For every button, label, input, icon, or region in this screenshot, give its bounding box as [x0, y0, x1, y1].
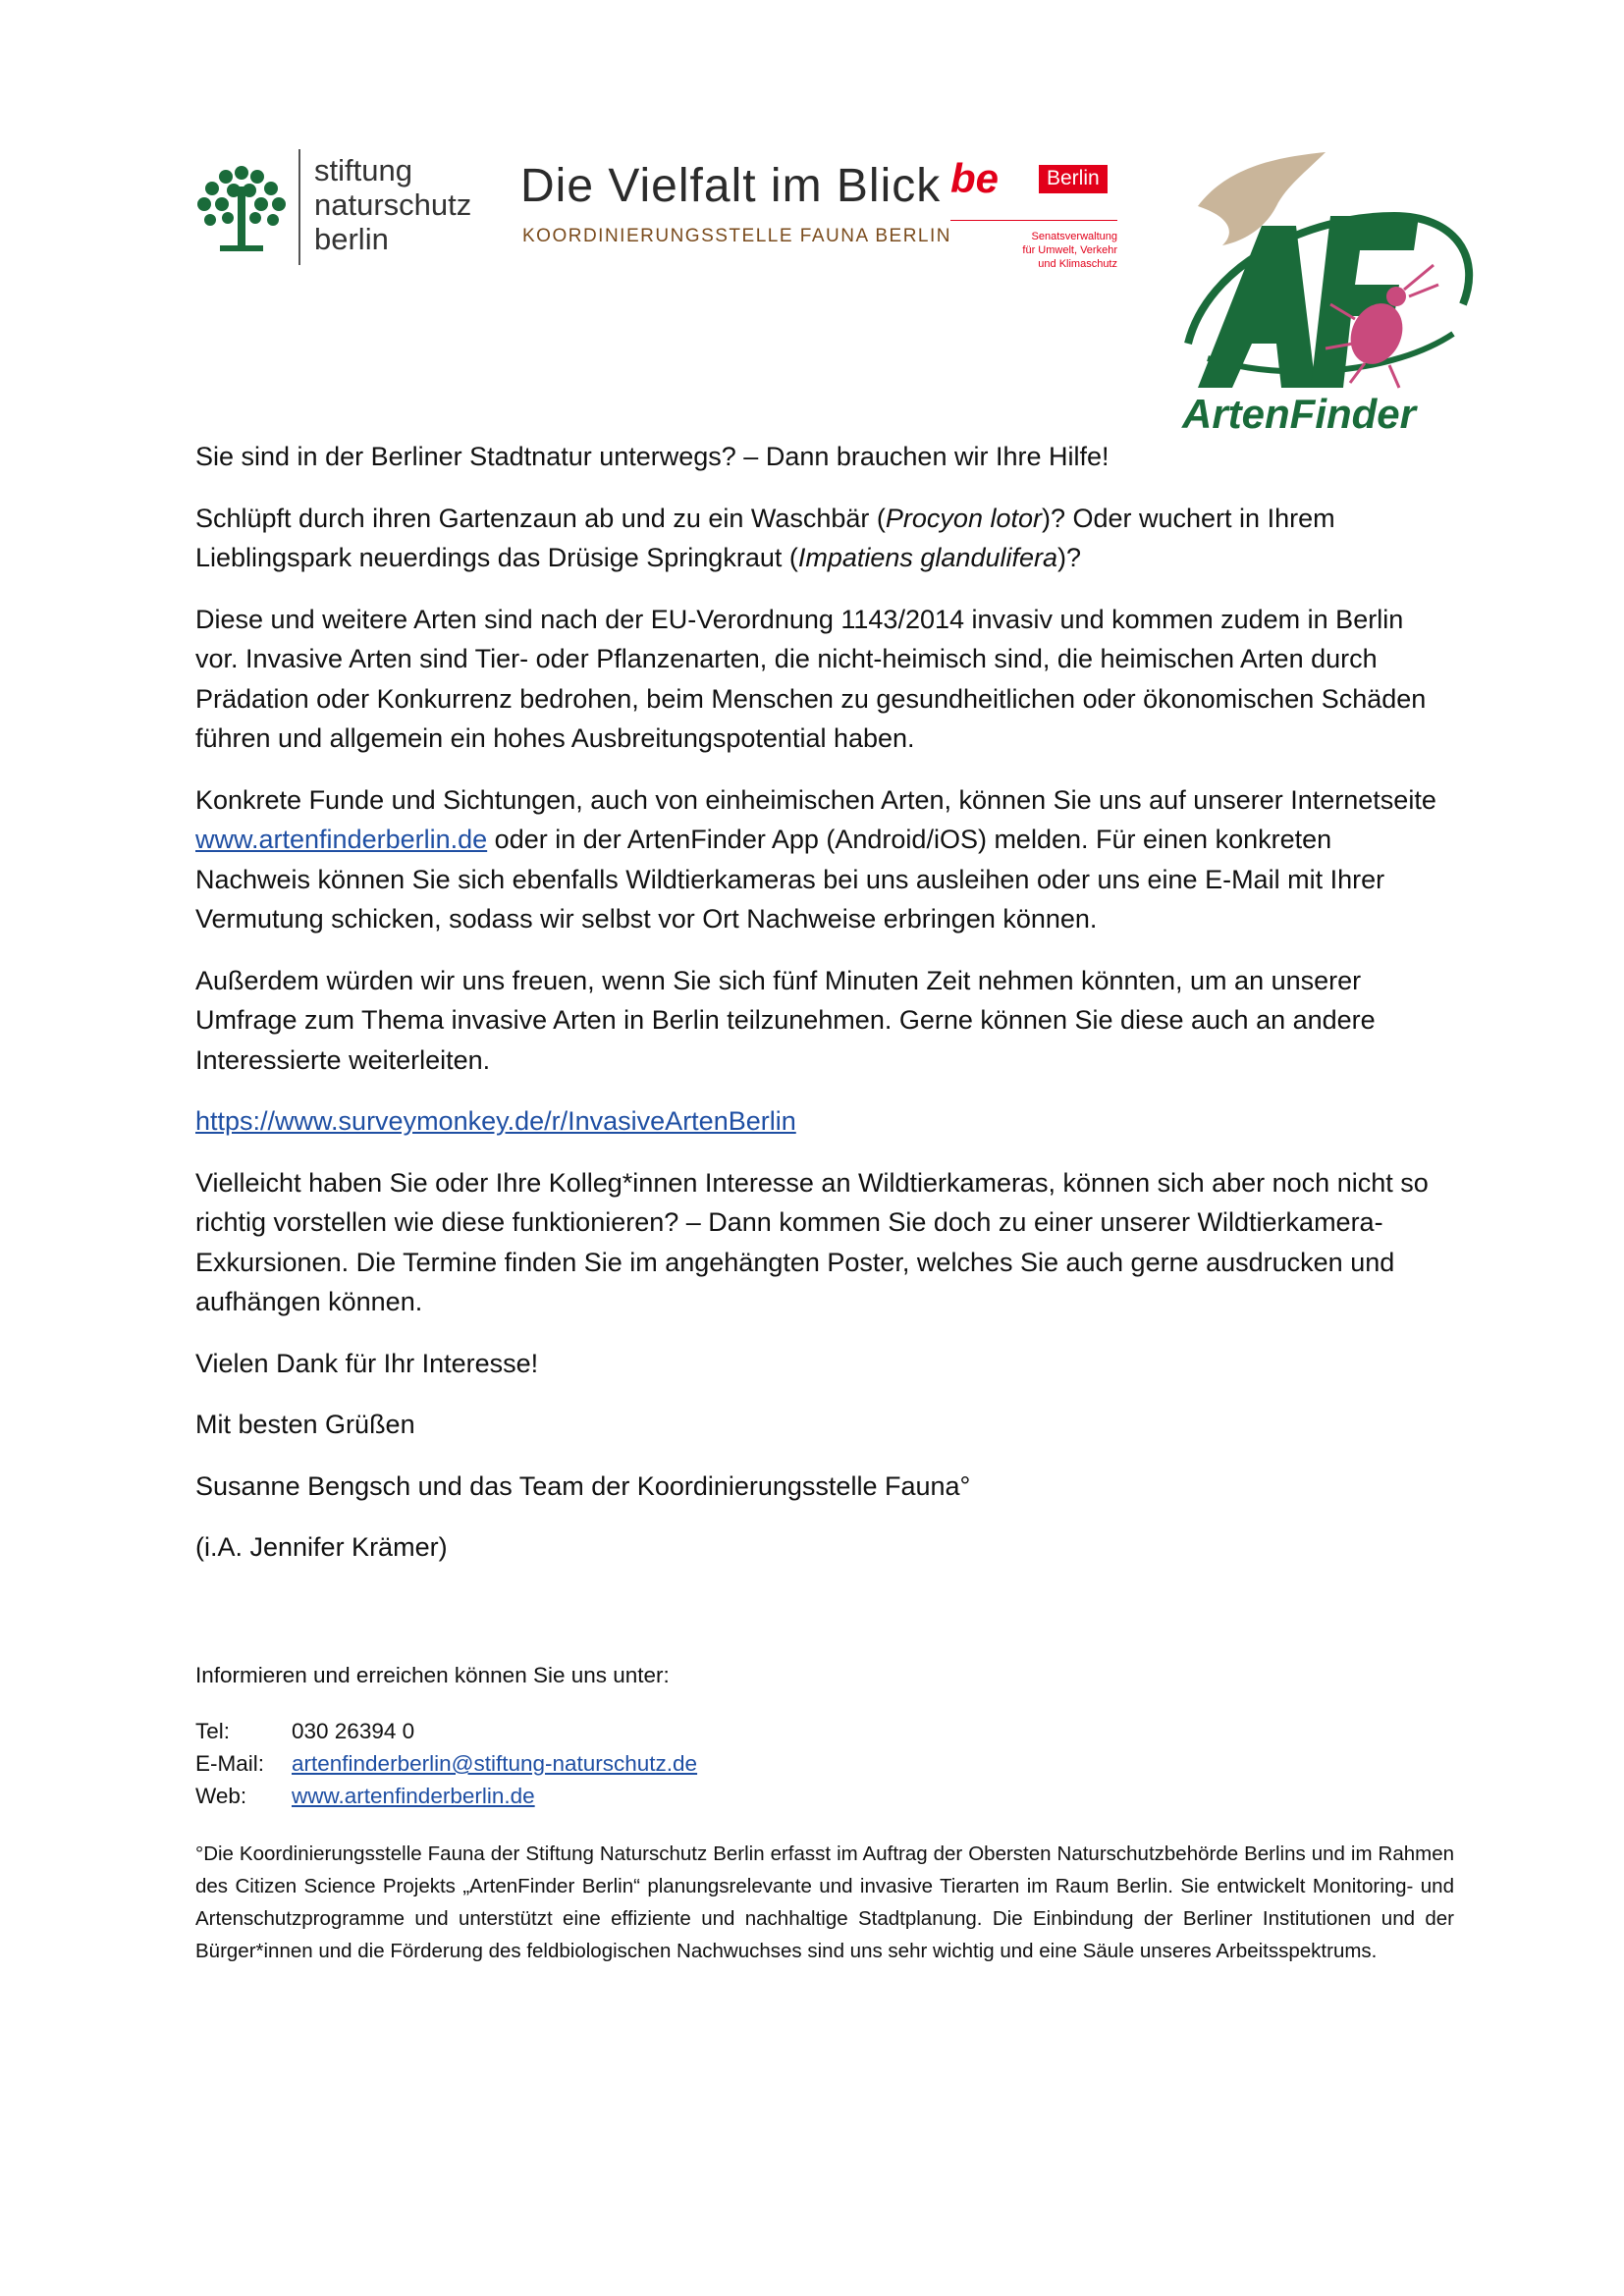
paragraph	[195, 499, 1452, 578]
email-link[interactable]: artenfinderberlin@stiftung-naturschutz.de	[292, 1751, 698, 1776]
paragraph: Außerdem würden wir uns freuen, wenn Sie sich fünf Minuten Zeit nehmen könnten, um an unserer Umfrage zum Thema invasive Arten in Berlin teilzunehmen. Gerne können Sie diese auch an andere Interessierte weiterleiten.	[195, 965, 1376, 1075]
logo-artenfinder	[1168, 147, 1483, 442]
divider	[950, 220, 1117, 221]
wordmark-line: naturschutz	[314, 187, 472, 222]
berlin-tag: Berlin	[1039, 165, 1108, 193]
logo-vielfalt-im-blick	[520, 147, 951, 255]
small-line: und Klimaschutz	[1038, 258, 1117, 270]
vielfalt-subtitle: KOORDINIERUNGSSTELLE FAUNA BERLIN	[522, 226, 951, 246]
senatsverwaltung-text	[1022, 230, 1117, 271]
contact-block	[195, 1659, 1452, 1812]
contact-row-web	[195, 1780, 1452, 1812]
contact-row-email	[195, 1747, 1452, 1780]
artenfinder-website-link[interactable]: www.artenfinderberlin.de	[195, 825, 488, 854]
artenfinder-wordmark: ArtenFinder	[1182, 391, 1417, 437]
species-name: Impatiens glandulifera	[797, 543, 1058, 572]
contact-intro: Informieren und erreichen können Sie uns unter:	[195, 1663, 670, 1687]
web-label: Web:	[195, 1784, 247, 1808]
tel-label: Tel:	[195, 1719, 231, 1743]
text-span: oder in der ArtenFinder App (Android/iOS) melden. Für einen konkreten Nachweis können Sie sich ebenfalls Wildtierkameras bei uns ausleihen oder uns eine E-Mail mit Ihrer Vermutung schicken, sodass wir selbst vor Ort Nachweise erbringen können.	[195, 825, 1385, 934]
email-label: E-Mail:	[195, 1751, 265, 1776]
paragraph: Mit besten Grüßen	[195, 1410, 415, 1439]
wordmark-line: berlin	[314, 222, 389, 256]
wordmark-line: stiftung	[314, 153, 412, 187]
survey-link[interactable]: https://www.surveymonkey.de/r/InvasiveArtenBerlin	[195, 1106, 796, 1136]
small-line: Senatsverwaltung	[1031, 231, 1117, 242]
contact-row-tel	[195, 1715, 1452, 1747]
small-line: für Umwelt, Verkehr	[1022, 244, 1117, 256]
web-link[interactable]: www.artenfinderberlin.de	[292, 1784, 535, 1808]
footnote: °Die Koordinierungsstelle Fauna der Stiftung Naturschutz Berlin erfasst im Auftrag der Obersten Naturschutzbehörde Berlins und im Rahmen des Citizen Science Projekts „ArtenFinder Berlin“ planungsrelevante und invasive Tierarten im Raum Berlin. Sie entwickelt Monitoring- und Artenschutzprogramme und unterstützt eine effiziente und nachhaltige Stadtplanung. Die Einbindung der Berliner Institutionen und der Bürger*innen und die Förderung des feldbiologischen Nachwuchses sind uns sehr wichtig und eine Säule unseres Arbeitsspektrums.	[195, 1842, 1454, 1962]
paragraph: Sie sind in der Berliner Stadtnatur unterwegs? – Dann brauchen wir Ihre Hilfe!	[195, 442, 1110, 471]
stiftung-wordmark	[314, 153, 471, 256]
paragraph: (i.A. Jennifer Krämer)	[195, 1532, 448, 1562]
tel-value: 030 26394 0	[292, 1719, 415, 1743]
letter-body	[195, 437, 1452, 1589]
text-span: Schlüpft durch ihren Gartenzaun ab und zu ein Waschbär (	[195, 503, 886, 533]
logo-be-berlin	[950, 155, 1127, 283]
species-name: Procyon lotor	[885, 503, 1042, 533]
paragraph: Vielleicht haben Sie oder Ihre Kolleg*innen Interesse an Wildtierkameras, können sich aber noch nicht so richtig vorstellen wie diese funktionieren? – Dann kommen Sie doch zu einer unserer Wildtierkamera-Exkursionen. Die Termine finden Sie im angehängten Poster, welches Sie auch gerne ausdrucken und aufhängen können.	[195, 1167, 1429, 1316]
divider	[298, 149, 300, 265]
artenfinder-emblem-icon	[1168, 147, 1483, 393]
paragraph: Diese und weitere Arten sind nach der EU-Verordnung 1143/2014 invasiv und kommen zudem in Berlin vor. Invasive Arten sind Tier- oder Pflanzenarten, die nicht-heimisch sind, die heimischen Arten durch Prädation oder Konkurrenz bedrohen, beim Menschen zu gesundheitlichen oder ökonomischen Schäden führen und allgemein ein hohes Ausbreitungspotential haben.	[195, 604, 1427, 753]
text-span: Konkrete Funde und Sichtungen, auch von einheimischen Arten, können Sie uns auf unserer Internetseite	[195, 784, 1436, 815]
paragraph: Susanne Bengsch und das Team der Koordinierungsstelle Fauna°	[195, 1470, 971, 1501]
be-mark: be	[950, 155, 1000, 201]
tree-icon	[192, 159, 291, 257]
text-span: )? Oder wuchert in Ihrem Lieblingspark neuerdings das Drüsige Springkraut (	[195, 503, 1335, 572]
vielfalt-title: Die Vielfalt im Blick	[520, 160, 942, 212]
text-span: )?	[1057, 543, 1082, 572]
logo-stiftung-naturschutz-berlin	[192, 147, 487, 270]
paragraph	[195, 1101, 1452, 1142]
paragraph	[195, 780, 1452, 939]
paragraph: Vielen Dank für Ihr Interesse!	[195, 1348, 539, 1378]
